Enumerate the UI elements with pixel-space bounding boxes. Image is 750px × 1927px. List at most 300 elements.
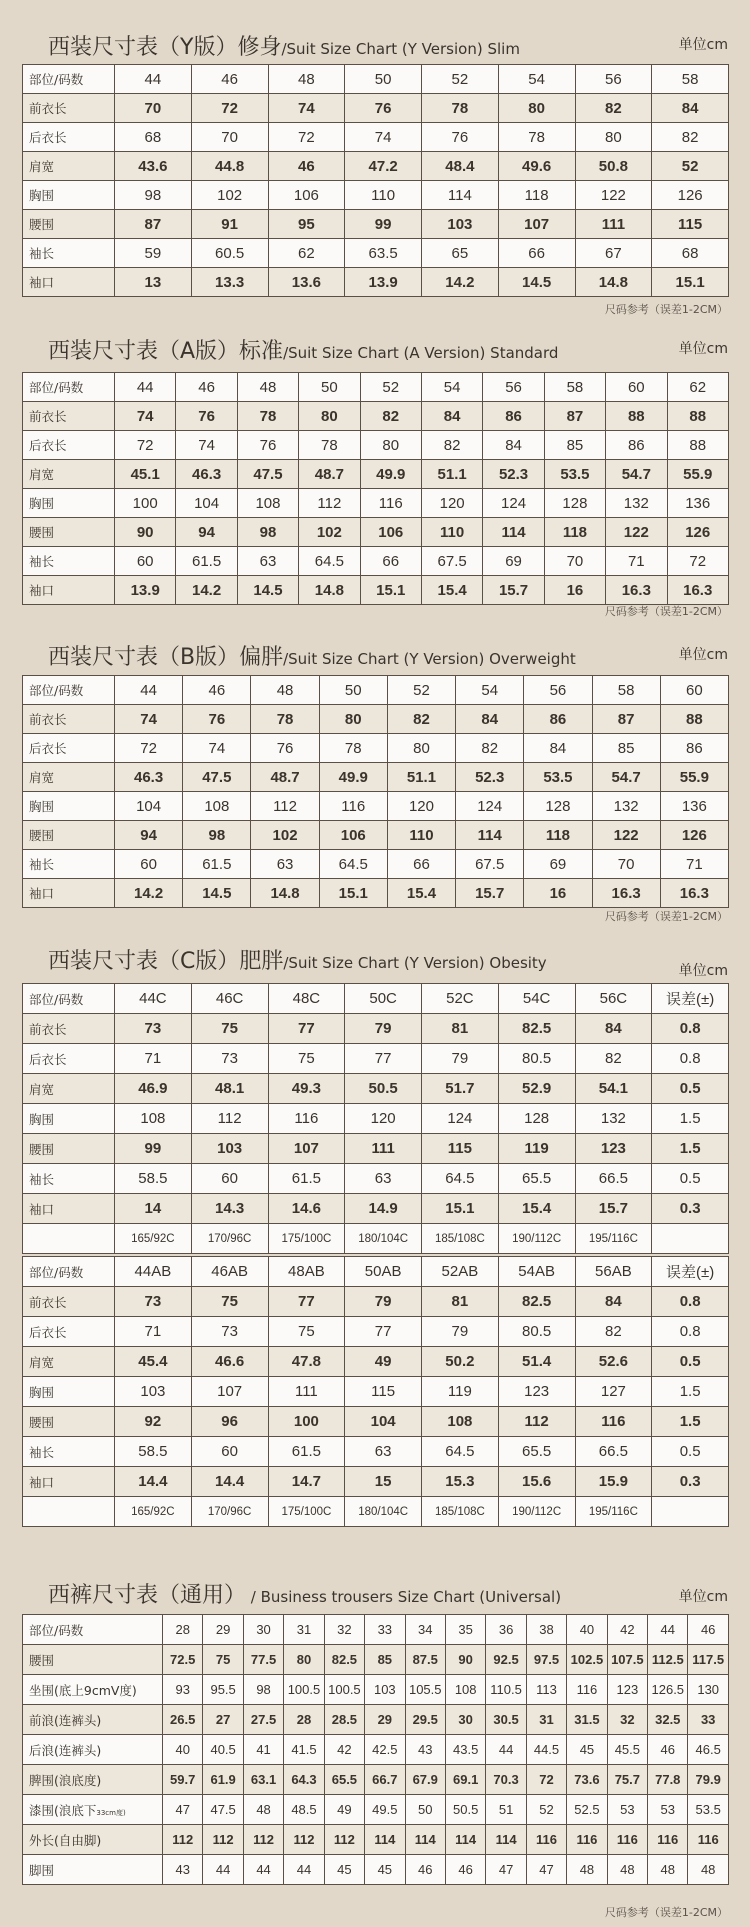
table-row [23, 734, 729, 763]
table-cell: 46.6 [191, 1347, 268, 1377]
table-cell: 84 [483, 431, 544, 460]
row-label: 部位/码数 [23, 373, 115, 402]
table-cell: 44 [284, 1855, 324, 1885]
body-size-cell: 170/96C [191, 1497, 268, 1527]
row-label: 外长(自由脚) [23, 1825, 163, 1855]
table-cell: 119 [422, 1377, 499, 1407]
table-cell: 112 [203, 1825, 243, 1855]
row-label: 袖长 [23, 239, 115, 268]
table-cell: 46 [183, 676, 251, 705]
table-cell: 15.4 [498, 1194, 575, 1224]
table-cell: 53.5 [688, 1795, 728, 1825]
table-cell: 49.9 [319, 763, 387, 792]
table-cell: 116 [607, 1825, 647, 1855]
table-cell: 114 [483, 518, 544, 547]
table-cell: 65.5 [498, 1437, 575, 1467]
table-cell: 14.8 [251, 879, 319, 908]
table-cell: 92 [115, 1407, 192, 1437]
table-cell: 50.5 [445, 1795, 485, 1825]
table-cell: 84 [575, 1014, 652, 1044]
table-cell: 38 [526, 1615, 566, 1645]
table-cell: 95 [268, 210, 345, 239]
table-cell: 80 [299, 402, 360, 431]
row-label: 袖口 [23, 879, 115, 908]
table-cell: 53.5 [544, 460, 605, 489]
table-cell: 116 [319, 792, 387, 821]
table-cell: 82 [360, 402, 421, 431]
table-cell: 63 [251, 850, 319, 879]
table-cell: 82 [575, 1044, 652, 1074]
table-cell: 106 [268, 181, 345, 210]
table-cell: 80 [360, 431, 421, 460]
table-cell: 14.5 [498, 268, 575, 297]
table-cell: 16.3 [606, 576, 667, 605]
table-cell: 61.5 [176, 547, 237, 576]
table-cell: 48 [268, 65, 345, 94]
table-row [23, 547, 729, 576]
table-cell: 49.6 [498, 152, 575, 181]
row-label: 漆围(浪底下33cm度) [23, 1795, 163, 1825]
table-cell: 47.5 [203, 1795, 243, 1825]
table-row [23, 1317, 729, 1347]
table-cell: 49 [324, 1795, 364, 1825]
row-label: 后浪(连裤头) [23, 1735, 163, 1765]
table-cell: 116 [575, 1407, 652, 1437]
table-cell: 48.1 [191, 1074, 268, 1104]
table-cell: 113 [526, 1675, 566, 1705]
table-cell: 111 [575, 210, 652, 239]
table-cell: 62 [268, 239, 345, 268]
table-cell: 31.5 [567, 1705, 607, 1735]
section-title: 西装尺寸表（Y版）修身/Suit Size Chart (Y Version) Slim [48, 35, 520, 60]
table-cell: 106 [360, 518, 421, 547]
table-cell: 79.9 [688, 1765, 728, 1795]
row-label: 后衣长 [23, 1317, 115, 1347]
table-cell: 65 [422, 239, 499, 268]
row-label: 胸围 [23, 181, 115, 210]
table-cell: 123 [575, 1134, 652, 1164]
table-cell: 14.4 [115, 1467, 192, 1497]
table-cell: 44 [115, 65, 192, 94]
table-cell: 84 [652, 94, 729, 123]
table-footer-row [23, 1224, 729, 1254]
table-cell: 107 [498, 210, 575, 239]
size-table-b-overweight [22, 675, 729, 908]
table-cell: 14 [115, 1194, 192, 1224]
table-cell: 87 [592, 705, 660, 734]
section-y-slim [0, 28, 750, 316]
table-cell: 69.1 [445, 1765, 485, 1795]
table-cell: 43 [405, 1735, 445, 1765]
table-cell: 15 [345, 1467, 422, 1497]
row-label: 坐围(底上9cmV度) [23, 1675, 163, 1705]
table-cell: 44 [243, 1855, 283, 1885]
table-cell: 114 [486, 1825, 526, 1855]
table-cell: 14.5 [183, 879, 251, 908]
table-cell: 49.5 [365, 1795, 405, 1825]
table-cell: 65.5 [324, 1765, 364, 1795]
table-cell: 64.3 [284, 1765, 324, 1795]
table-cell: 66 [360, 547, 421, 576]
table-cell: 85 [544, 431, 605, 460]
table-cell: 74 [115, 705, 183, 734]
unit-label: 单位cm [678, 341, 728, 357]
table-cell: 16 [524, 879, 592, 908]
table-cell: 30 [445, 1705, 485, 1735]
table-row [23, 1134, 729, 1164]
table-cell: 68 [652, 239, 729, 268]
table-cell: 128 [524, 792, 592, 821]
table-cell: 47.2 [345, 152, 422, 181]
table-cell: 124 [483, 489, 544, 518]
row-label: 腰围 [23, 821, 115, 850]
table-cell: 85 [592, 734, 660, 763]
table-cell: 49 [345, 1347, 422, 1377]
table-cell: 42 [607, 1615, 647, 1645]
table-cell: 15.7 [456, 879, 524, 908]
table-cell: 56C [575, 984, 652, 1014]
table-cell: 61.5 [268, 1164, 345, 1194]
table-cell: 70 [544, 547, 605, 576]
table-cell: 51.1 [421, 460, 482, 489]
table-cell: 114 [422, 181, 499, 210]
table-cell: 61.5 [183, 850, 251, 879]
table-cell: 112 [284, 1825, 324, 1855]
row-label: 胸围 [23, 792, 115, 821]
body-size-cell: 165/92C [115, 1224, 192, 1254]
section-title: 西装尺寸表（A版）标准/Suit Size Chart (A Version) Standard [48, 339, 559, 364]
table-cell: 78 [422, 94, 499, 123]
table-cell: 116 [526, 1825, 566, 1855]
table-cell: 29 [203, 1615, 243, 1645]
table-cell: 118 [544, 518, 605, 547]
table-cell: 27 [203, 1705, 243, 1735]
table-cell: 48 [567, 1855, 607, 1885]
table-cell: 46.3 [115, 763, 183, 792]
table-cell: 84 [421, 402, 482, 431]
table-cell: 70 [115, 94, 192, 123]
table-row [23, 1164, 729, 1194]
table-cell: 118 [498, 181, 575, 210]
table-cell: 112 [191, 1104, 268, 1134]
table-cell: 136 [660, 792, 728, 821]
table-cell: 59 [115, 239, 192, 268]
size-table-c-obesity [22, 983, 729, 1254]
table-row [23, 1705, 729, 1735]
body-size-cell: 185/108C [422, 1224, 499, 1254]
table-cell: 46 [688, 1615, 728, 1645]
table-cell: 15.1 [652, 268, 729, 297]
size-table-trousers [22, 1614, 729, 1885]
table-cell: 73 [115, 1287, 192, 1317]
table-cell: 90 [445, 1645, 485, 1675]
table-cell: 103 [115, 1377, 192, 1407]
body-size-cell: 175/100C [268, 1224, 345, 1254]
table-cell: 0.3 [652, 1194, 729, 1224]
table-cell: 72.5 [163, 1645, 203, 1675]
table-cell: 61.5 [268, 1437, 345, 1467]
table-cell: 80 [575, 123, 652, 152]
row-label: 腰围 [23, 1134, 115, 1164]
table-cell: 15.4 [387, 879, 455, 908]
table-cell: 115 [345, 1377, 422, 1407]
table-cell: 31 [526, 1705, 566, 1735]
table-cell: 46 [445, 1855, 485, 1885]
blank-cell [652, 1224, 729, 1254]
table-cell: 75 [203, 1645, 243, 1675]
table-cell: 111 [345, 1134, 422, 1164]
table-cell: 108 [237, 489, 298, 518]
table-cell: 78 [319, 734, 387, 763]
table-cell: 96 [191, 1407, 268, 1437]
table-cell: 13 [115, 268, 192, 297]
row-label: 袖长 [23, 1164, 115, 1194]
table-cell: 100 [115, 489, 176, 518]
table-cell: 0.5 [652, 1164, 729, 1194]
table-cell: 48.4 [422, 152, 499, 181]
table-cell: 51.4 [498, 1347, 575, 1377]
table-cell: 59.7 [163, 1765, 203, 1795]
table-cell: 73 [115, 1014, 192, 1044]
table-cell: 76 [183, 705, 251, 734]
table-cell: 128 [498, 1104, 575, 1134]
table-cell: 52.3 [456, 763, 524, 792]
table-cell: 0.5 [652, 1347, 729, 1377]
table-cell: 110 [345, 181, 422, 210]
table-header-row [23, 1257, 729, 1287]
row-label: 腰围 [23, 210, 115, 239]
table-cell: 100.5 [284, 1675, 324, 1705]
table-cell: 116 [268, 1104, 345, 1134]
table-cell: 15.1 [319, 879, 387, 908]
table-row [23, 576, 729, 605]
table-cell: 72 [268, 123, 345, 152]
table-cell: 127 [575, 1377, 652, 1407]
table-cell: 82 [575, 1317, 652, 1347]
table-cell: 114 [405, 1825, 445, 1855]
table-cell: 52 [360, 373, 421, 402]
table-row [23, 1044, 729, 1074]
row-label: 后衣长 [23, 734, 115, 763]
table-cell: 45 [567, 1735, 607, 1765]
table-cell: 84 [524, 734, 592, 763]
table-cell: 99 [345, 210, 422, 239]
table-cell: 103 [191, 1134, 268, 1164]
table-cell: 27.5 [243, 1705, 283, 1735]
table-header-row [23, 984, 729, 1014]
table-row [23, 431, 729, 460]
table-cell: 44 [486, 1735, 526, 1765]
table-cell: 48.7 [251, 763, 319, 792]
table-cell: 50.8 [575, 152, 652, 181]
table-cell: 14.2 [176, 576, 237, 605]
table-cell: 48C [268, 984, 345, 1014]
table-cell: 56 [483, 373, 544, 402]
table-cell: 64.5 [299, 547, 360, 576]
table-cell: 116 [360, 489, 421, 518]
table-cell: 43 [163, 1855, 203, 1885]
table-cell: 56 [524, 676, 592, 705]
table-cell: 126 [667, 518, 728, 547]
blank-cell [23, 1224, 115, 1254]
body-size-cell: 180/104C [345, 1497, 422, 1527]
table-cell: 122 [575, 181, 652, 210]
table-cell: 16.3 [660, 879, 728, 908]
table-header-row [23, 373, 729, 402]
section-a-standard [0, 332, 750, 618]
row-label: 胸围 [23, 489, 115, 518]
row-label: 部位/码数 [23, 676, 115, 705]
table-cell: 16.3 [592, 879, 660, 908]
tolerance-note: 尺码参考（误差1-2CM） [604, 1906, 728, 1919]
table-cell: 45.4 [115, 1347, 192, 1377]
table-cell: 52 [526, 1795, 566, 1825]
table-cell: 100.5 [324, 1675, 364, 1705]
table-cell: 58 [544, 373, 605, 402]
table-cell: 47.8 [268, 1347, 345, 1377]
table-cell: 30.5 [486, 1705, 526, 1735]
table-cell: 15.7 [575, 1194, 652, 1224]
table-cell: 94 [115, 821, 183, 850]
table-row [23, 1855, 729, 1885]
section-c-obesity [0, 942, 750, 1518]
table-cell: 55.9 [667, 460, 728, 489]
table-cell: 13.9 [345, 268, 422, 297]
table-cell: 69 [483, 547, 544, 576]
table-cell: 54.1 [575, 1074, 652, 1104]
table-cell: 79 [422, 1317, 499, 1347]
table-footer-row [23, 1497, 729, 1527]
table-cell: 56AB [575, 1257, 652, 1287]
table-cell: 132 [575, 1104, 652, 1134]
table-cell: 44 [203, 1855, 243, 1885]
table-cell: 136 [667, 489, 728, 518]
table-cell: 34 [405, 1615, 445, 1645]
table-cell: 40.5 [203, 1735, 243, 1765]
table-cell: 88 [606, 402, 667, 431]
row-label: 袖口 [23, 1467, 115, 1497]
table-cell: 63 [237, 547, 298, 576]
table-cell: 44 [648, 1615, 688, 1645]
table-cell: 72 [115, 734, 183, 763]
table-row [23, 1795, 729, 1825]
table-cell: 54.7 [592, 763, 660, 792]
row-label: 肩宽 [23, 1347, 115, 1377]
table-row [23, 1407, 729, 1437]
table-row [23, 1765, 729, 1795]
table-cell: 64.5 [422, 1164, 499, 1194]
table-cell: 120 [345, 1104, 422, 1134]
table-cell: 77.8 [648, 1765, 688, 1795]
table-cell: 13.6 [268, 268, 345, 297]
table-cell: 14.5 [237, 576, 298, 605]
table-cell: 82 [575, 94, 652, 123]
table-cell: 53 [607, 1795, 647, 1825]
table-row [23, 1104, 729, 1134]
table-cell: 85 [365, 1645, 405, 1675]
row-label: 袖口 [23, 1194, 115, 1224]
tolerance-note: 尺码参考（误差1-2CM） [604, 605, 728, 618]
table-cell: 98 [115, 181, 192, 210]
row-label: 肩宽 [23, 763, 115, 792]
table-cell: 87 [115, 210, 192, 239]
table-cell: 94 [176, 518, 237, 547]
table-cell: 56 [575, 65, 652, 94]
table-cell: 0.8 [652, 1044, 729, 1074]
table-cell: 108 [445, 1675, 485, 1705]
table-row [23, 181, 729, 210]
table-row [23, 489, 729, 518]
table-cell: 14.4 [191, 1467, 268, 1497]
table-cell: 78 [498, 123, 575, 152]
table-cell: 42 [324, 1735, 364, 1765]
table-row [23, 268, 729, 297]
table-cell: 82 [456, 734, 524, 763]
table-cell: 68 [115, 123, 192, 152]
table-cell: 116 [648, 1825, 688, 1855]
table-cell: 14.9 [345, 1194, 422, 1224]
table-cell: 116 [567, 1675, 607, 1705]
table-cell: 124 [422, 1104, 499, 1134]
table-cell: 82.5 [324, 1645, 364, 1675]
table-header-row [23, 65, 729, 94]
table-cell: 79 [422, 1044, 499, 1074]
table-cell: 120 [421, 489, 482, 518]
row-label: 肩宽 [23, 1074, 115, 1104]
unit-label: 单位cm [678, 963, 728, 979]
table-cell: 51.7 [422, 1074, 499, 1104]
table-cell: 52C [422, 984, 499, 1014]
table-cell: 88 [667, 402, 728, 431]
table-cell: 32 [607, 1705, 647, 1735]
row-label: 胸围 [23, 1104, 115, 1134]
tolerance-note: 尺码参考（误差1-2CM） [604, 910, 728, 923]
table-cell: 124 [456, 792, 524, 821]
table-cell: 15.6 [498, 1467, 575, 1497]
table-row [23, 763, 729, 792]
table-cell: 86 [524, 705, 592, 734]
row-label: 袖口 [23, 576, 115, 605]
row-label: 后衣长 [23, 1044, 115, 1074]
table-cell: 77 [268, 1014, 345, 1044]
table-cell: 50 [319, 676, 387, 705]
body-size-cell: 195/116C [575, 1497, 652, 1527]
table-cell: 98 [183, 821, 251, 850]
row-label: 后衣长 [23, 431, 115, 460]
table-cell: 51 [486, 1795, 526, 1825]
table-row [23, 792, 729, 821]
table-cell: 50.5 [345, 1074, 422, 1104]
table-cell: 76 [422, 123, 499, 152]
table-cell: 58 [592, 676, 660, 705]
table-cell: 58 [652, 65, 729, 94]
table-cell: 0.5 [652, 1437, 729, 1467]
table-cell: 36 [486, 1615, 526, 1645]
table-cell: 71 [606, 547, 667, 576]
table-cell: 47 [163, 1795, 203, 1825]
tolerance-note: 尺码参考（误差1-2CM） [604, 303, 728, 316]
row-label: 袖长 [23, 547, 115, 576]
table-row [23, 1347, 729, 1377]
table-cell: 60 [191, 1164, 268, 1194]
size-table-ab [22, 1256, 729, 1527]
table-cell: 51.1 [387, 763, 455, 792]
table-cell: 106 [319, 821, 387, 850]
table-cell: 99 [115, 1134, 192, 1164]
table-row [23, 705, 729, 734]
table-cell: 52 [652, 152, 729, 181]
table-cell: 47 [486, 1855, 526, 1885]
